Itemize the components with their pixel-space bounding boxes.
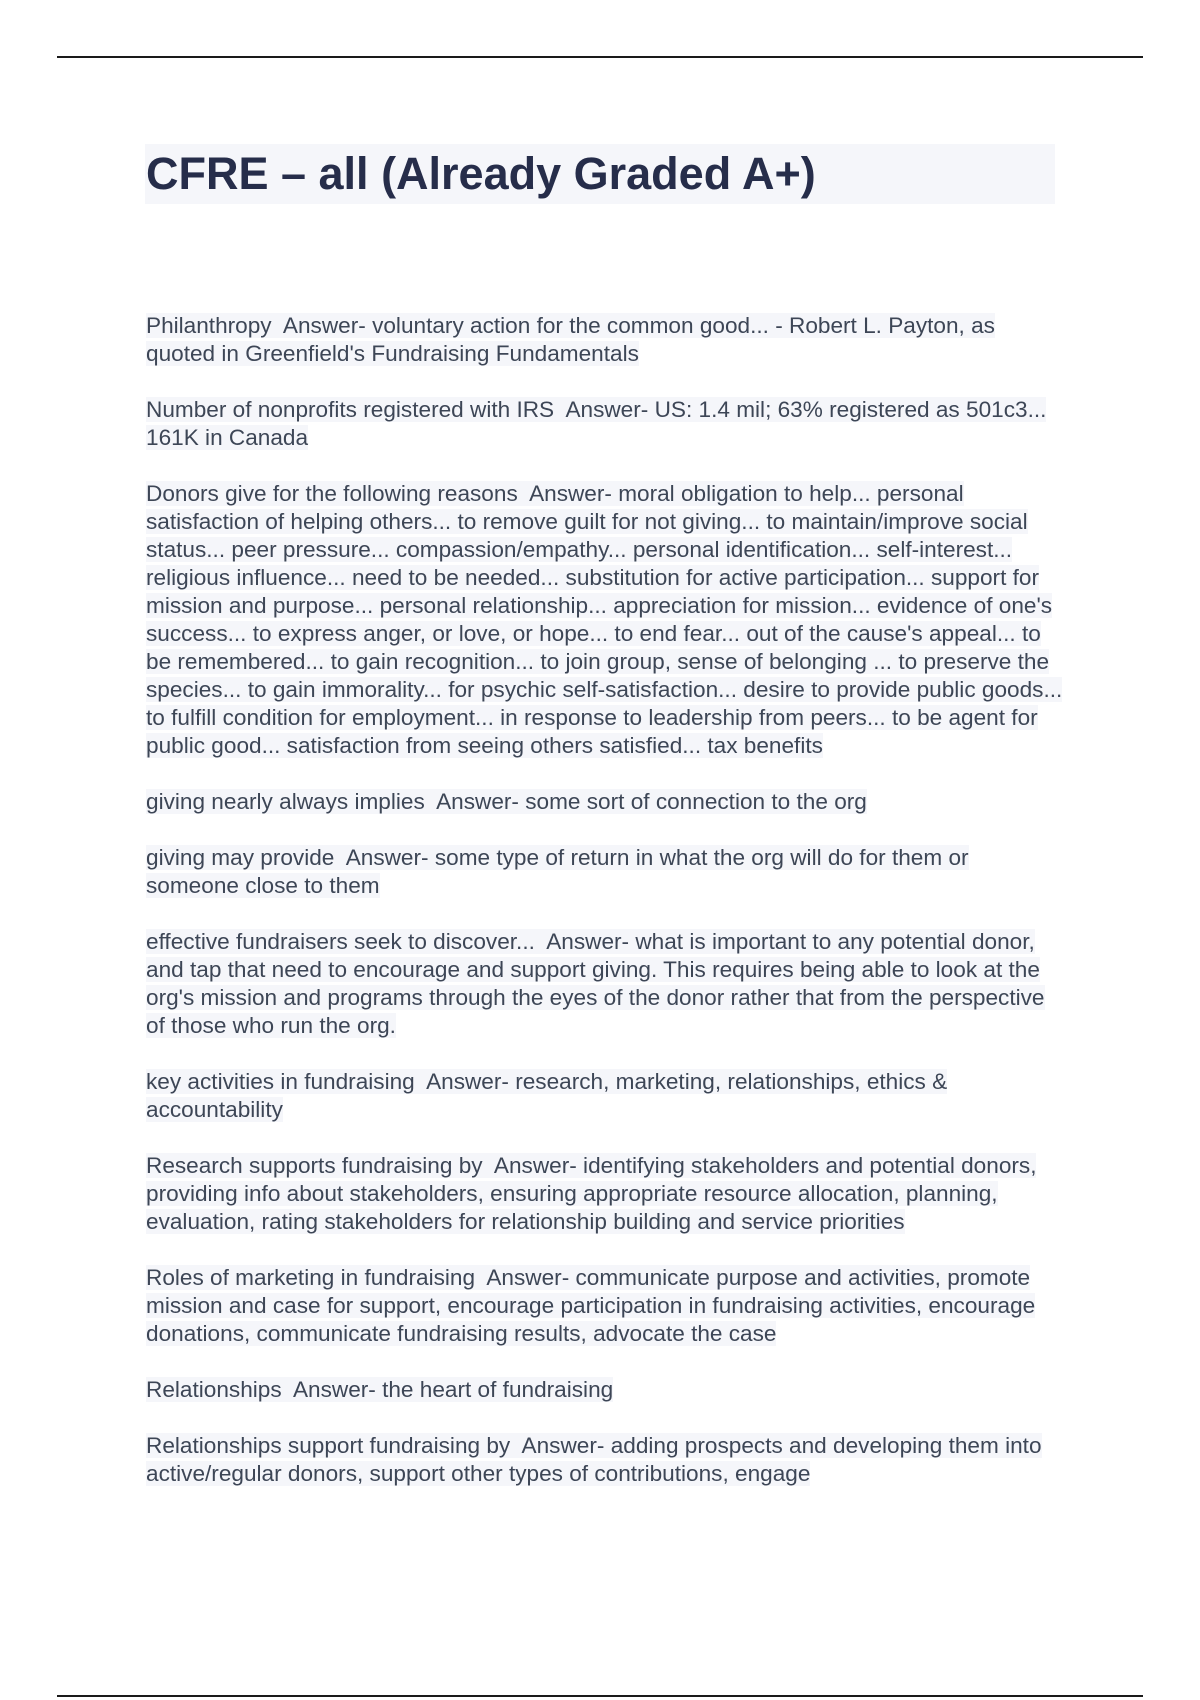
entry-answer: research, marketing, relationships, ethics & accountability (146, 1069, 948, 1122)
entry-question: Number of nonprofits registered with IRS (146, 397, 555, 422)
answer-label: Answer- (426, 1069, 516, 1094)
qa-entry (146, 1432, 1066, 1488)
qa-entry (146, 788, 1066, 816)
entry-answer: what is important to any potential donor, and tap that need to encourage and support giving. This requires being able to look at the org's mission and programs through the eyes of the donor rather that from the perspective of those who run the org. (146, 929, 1045, 1038)
qa-list (146, 312, 1066, 1516)
entry-question: giving may provide (146, 845, 335, 870)
entry-answer: communicate purpose and activities, promote mission and case for support, encourage participation in fundraising activities, encourage donations, communicate fundraising results, advocate the case (146, 1265, 1036, 1346)
answer-label: Answer- (546, 929, 636, 954)
qa-entry (146, 844, 1066, 900)
entry-answer: voluntary action for the common good... - Robert L. Payton, as quoted in Greenfield's Fundraising Fundamentals (146, 313, 995, 366)
qa-entry (146, 1376, 1066, 1404)
entry-question: Roles of marketing in fundraising (146, 1265, 476, 1290)
answer-label: Answer- (529, 481, 619, 506)
answer-label: Answer- (486, 1265, 576, 1290)
entry-question: Relationships support fundraising by (146, 1433, 511, 1458)
entry-question: Philanthropy (146, 313, 272, 338)
document-title: CFRE – all (Already Graded A+) (146, 148, 816, 199)
entry-question: Donors give for the following reasons (146, 481, 518, 506)
entry-answer: some sort of connection to the org (525, 789, 867, 814)
answer-label: Answer- (521, 1433, 611, 1458)
answer-label: Answer- (436, 789, 526, 814)
answer-label: Answer- (565, 397, 655, 422)
entry-answer: some type of return in what the org will do for them or someone close to them (146, 845, 969, 898)
entry-answer: identifying stakeholders and potential donors, providing info about stakeholders, ensuring appropriate resource allocation, planning, evaluation, rating stakeholders for relationship building and service priorities (146, 1153, 1037, 1234)
entry-answer: the heart of fundraising (382, 1377, 614, 1402)
entry-question: effective fundraisers seek to discover... (146, 929, 535, 954)
answer-label: Answer- (493, 1153, 584, 1178)
entry-question: key activities in fundraising (146, 1069, 415, 1094)
answer-label: Answer- (345, 845, 435, 870)
entry-question: Research supports fundraising by (146, 1153, 483, 1178)
qa-entry (146, 1152, 1066, 1236)
qa-entry (146, 928, 1066, 1040)
qa-entry (146, 312, 1066, 368)
qa-entry (146, 1264, 1066, 1348)
bottom-rule (57, 1695, 1143, 1697)
answer-label: Answer- (292, 1377, 383, 1402)
entry-answer: US: 1.4 mil; 63% registered as 501c3... 161K in Canada (146, 397, 1047, 450)
top-rule (57, 56, 1143, 58)
qa-entry (146, 1068, 1066, 1124)
entry-answer: adding prospects and developing them into active/regular donors, support other types of contributions, engage (146, 1433, 1042, 1486)
entry-question: Relationships (146, 1377, 282, 1402)
entry-answer: moral obligation to help... personal satisfaction of helping others... to remove guilt for not giving... to maintain/improve social status... peer pressure... compassion/empathy... personal identification... self-interest... religious influence... need to be needed... substitution for active participation... support for mission and purpose... personal relationship... appreciation for mission... evidence of one's success... to express anger, or love, or hope... to end fear... out of the cause's appeal... to be remembered... to gain recognition... to join group, sense of belonging ... to preserve the species... to gain immorality... for psychic self-satisfaction... desire to provide public goods... to fulfill condition for employment... in response to leadership from peers... to be agent for public good... satisfaction from seeing others satisfied... tax benefits (146, 481, 1063, 758)
qa-entry (146, 480, 1066, 760)
qa-entry (146, 396, 1066, 452)
entry-question: giving nearly always implies (146, 789, 425, 814)
answer-label: Answer- (282, 313, 373, 338)
